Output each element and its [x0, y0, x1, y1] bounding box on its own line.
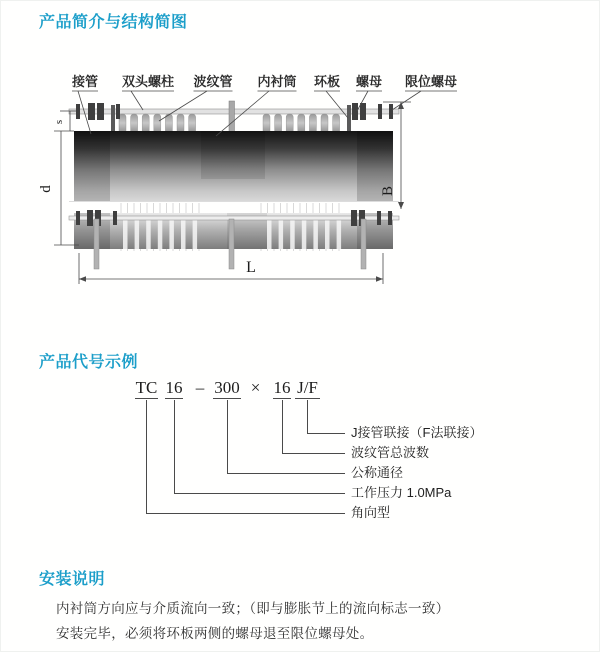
- ring-plate-left: [111, 105, 115, 132]
- code-token-pressure: 16: [165, 378, 183, 397]
- ring-plate-right: [347, 105, 351, 132]
- callout-pressure: 工作压力 1.0MPa: [351, 485, 452, 500]
- callout-line: [307, 400, 308, 434]
- section-title-intro: 产品简介与结构简图: [39, 14, 188, 31]
- code-token-type: TC: [135, 378, 158, 397]
- dim-label-L: L: [246, 259, 256, 276]
- callout-line: [227, 400, 228, 474]
- code-token-connection: J/F: [295, 378, 320, 399]
- callout-line: [174, 400, 175, 494]
- callout-waves: 波纹管总波数: [351, 445, 430, 460]
- part-label-bowenguan: 波纹管: [193, 74, 233, 89]
- dim-label-B: B: [380, 185, 396, 197]
- install-instruction-line: 安装完毕，必须将环板两侧的螺母退至限位螺母处。: [56, 626, 374, 641]
- callout-line: [146, 400, 147, 514]
- center-stud: [229, 101, 235, 133]
- callout-line: [282, 453, 345, 454]
- callout-line: [146, 513, 345, 514]
- callout-line: [282, 400, 283, 454]
- code-token-diameter: 300: [214, 378, 240, 397]
- code-token-waves: 16: [273, 378, 291, 397]
- callout-line: [307, 433, 345, 434]
- section-title-install: 安装说明: [39, 571, 106, 588]
- code-token-dash: –: [195, 378, 205, 397]
- section-title-code-example: 产品代号示例: [39, 354, 139, 371]
- part-label-xianweiluomu: 限位螺母: [404, 74, 458, 89]
- part-label-neichentong: 内衬筒: [257, 74, 297, 89]
- callout-line: [227, 473, 345, 474]
- callout-diameter: 公称通径: [351, 465, 404, 480]
- code-token-times: ×: [250, 378, 261, 397]
- part-labels: [71, 74, 457, 89]
- inner-sleeve-band: [201, 131, 265, 179]
- callout-line: [174, 493, 345, 494]
- callout-type: 角向型: [351, 505, 391, 520]
- callout-connection: J接管联接（F法联接）: [351, 425, 483, 440]
- part-label-luomu: 螺母: [355, 74, 383, 89]
- dim-label-d: d: [38, 185, 54, 193]
- expansion-joint-diagram: [31, 61, 491, 313]
- install-instruction-line: 内衬筒方向应与介质流向一致；（即与膨胀节上的流向标志一致）: [56, 601, 450, 616]
- part-label-jieguan: 接管: [71, 74, 99, 89]
- dimension-d: [38, 131, 79, 245]
- part-label-huanban: 环板: [313, 74, 341, 89]
- dim-label-s: s: [53, 119, 65, 125]
- part-label-shuangtouluozhu: 双头螺柱: [121, 74, 175, 89]
